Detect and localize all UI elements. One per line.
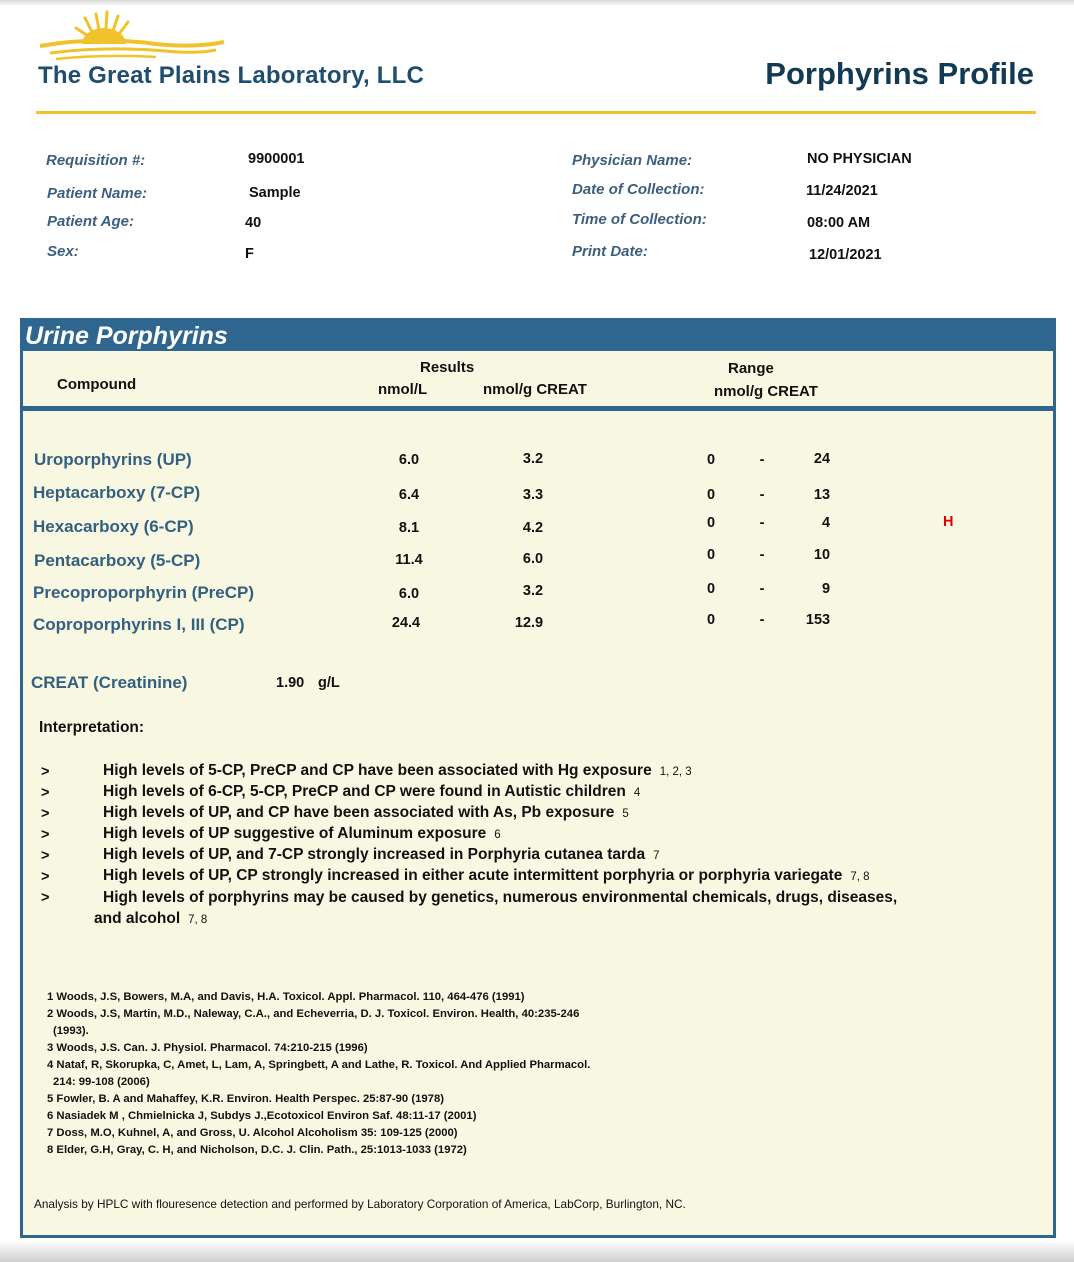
creat-label: CREAT (Creatinine) [31,673,188,692]
sun-logo-icon [36,6,226,62]
interpretation-title: Interpretation: [39,719,145,736]
interpretation-continuation: and alcohol 7, 8 [94,910,208,927]
range-dash: - [759,487,765,503]
patient-name-value: Sample [249,185,301,201]
col-nmol-g-creat: nmol/g CREAT [483,381,587,398]
reference-item: 7 Doss, M.O, Kuhnel, A, and Gross, U. Alcohol Alcoholism 35: 109-125 (2000) [47,1127,458,1139]
col-range: Range [728,360,774,377]
sex-value: F [245,246,254,262]
collection-time-value: 08:00 AM [807,215,871,231]
interpretation-item: High levels of 5-CP, PreCP and CP have been associated with Hg exposure 1, 2, 3 [103,762,692,779]
reference-item: (1993). [53,1025,89,1037]
range-high: 24 [813,451,831,467]
bullet-marker: > [41,890,50,906]
print-date-value: 12/01/2021 [809,247,882,263]
creat-value: 1.90 [276,675,305,691]
nmol-l-value: 6.0 [398,452,420,468]
bullet-marker: > [41,764,50,780]
reference-item: 4 Nataf, R, Skorupka, C, Amet, L, Lam, A, Springbett, A and Lathe, R. Toxicol. And Applied Pharmacol. [47,1059,591,1071]
range-dash: - [759,515,765,531]
reference-item: 6 Nasiadek M , Chmielnicka J, Subdys J.,Ecotoxicol Environ Saf. 48:11-17 (2001) [47,1110,477,1122]
nmol-g-value: 6.0 [522,551,544,567]
sex-label: Sex: [47,243,79,260]
reference-item: 1 Woods, J.S, Bowers, M.A, and Davis, H.A. Toxicol. Appl. Pharmacol. 110, 464-476 (1991) [47,991,525,1003]
nmol-g-value: 3.2 [522,451,544,467]
compound-name: Coproporphyrins I, III (CP) [33,615,245,634]
range-high: 10 [813,547,831,563]
lab-name: The Great Plains Laboratory, LLC [38,62,425,89]
bullet-marker: > [41,785,50,801]
high-flag: H [943,514,954,530]
range-high: 153 [805,612,831,628]
bullet-marker: > [41,848,50,864]
requisition-label: Requisition #: [46,152,146,169]
collection-date-label: Date of Collection: [572,181,705,198]
analysis-footer: Analysis by HPLC with flouresence detection and performed by Laboratory Corporation of America, LabCorp, Burlington, NC. [34,1197,686,1211]
physician-value: NO PHYSICIAN [807,151,912,167]
nmol-g-value: 3.2 [522,583,544,599]
range-high: 13 [813,487,831,503]
reference-item: 5 Fowler, B. A and Mahaffey, K.R. Environ. Health Perspec. 25:87-90 (1978) [47,1093,444,1105]
reference-item: 8 Elder, G.H, Gray, C. H, and Nicholson, D.C. J. Clin. Path., 25:1013-1033 (1972) [47,1144,467,1156]
range-low: 0 [706,612,716,628]
compound-name: Heptacarboxy (7-CP) [33,483,201,502]
bullet-marker: > [41,869,50,885]
range-low: 0 [706,515,716,531]
interpretation-item: High levels of UP suggestive of Aluminum exposure 6 [103,825,501,842]
range-dash: - [759,581,765,597]
nmol-l-value: 6.4 [398,487,420,503]
nmol-g-value: 12.9 [514,615,544,631]
compound-name: Uroporphyrins (UP) [34,450,192,469]
panel-header [23,321,1053,351]
range-low: 0 [706,581,716,597]
col-results: Results [420,359,475,376]
col-compound: Compound [57,376,137,393]
nmol-g-value: 4.2 [522,520,544,536]
reference-item: 3 Woods, J.S. Can. J. Physiol. Pharmacol. 74:210-215 (1996) [47,1042,368,1054]
nmol-l-value: 8.1 [398,520,420,536]
collection-date-value: 11/24/2021 [806,183,878,199]
patient-age-value: 40 [245,215,262,231]
range-dash: - [759,612,765,628]
nmol-l-value: 11.4 [395,552,423,568]
urine-porphyrins-panel [20,318,1056,1238]
section-title: Urine Porphyrins [25,322,228,350]
range-high: 9 [821,581,831,597]
compound-name: Hexacarboxy (6-CP) [33,517,194,536]
range-low: 0 [706,487,716,503]
report-title: Porphyrins Profile [765,56,1034,91]
range-low: 0 [706,547,716,563]
interpretation-item: High levels of UP, and 7-CP strongly increased in Porphyria cutanea tarda 7 [103,846,660,863]
patient-age-label: Patient Age: [47,213,134,230]
range-high: 4 [821,515,831,531]
physician-label: Physician Name: [572,152,693,169]
print-date-label: Print Date: [572,243,648,260]
page-bottom-edge [0,1240,1074,1262]
nmol-l-value: 6.0 [398,586,420,602]
interpretation-item: High levels of porphyrins may be caused by genetics, numerous environmental chemicals, drugs, diseases, [103,889,898,906]
range-low: 0 [706,452,716,468]
interpretation-item: High levels of UP, CP strongly increased in either acute intermittent porphyria or porphyria variegate 7, 8 [103,867,870,884]
col-range-unit: nmol/g CREAT [714,383,818,400]
collection-time-label: Time of Collection: [572,211,707,228]
bullet-marker: > [41,827,50,843]
interpretation-item: High levels of UP, and CP have been associated with As, Pb exposure 5 [103,804,629,821]
bullet-marker: > [41,806,50,822]
patient-name-label: Patient Name: [47,185,148,202]
col-nmol-l: nmol/L [378,381,428,398]
nmol-l-value: 24.4 [391,615,421,631]
range-dash: - [759,452,765,468]
reference-item: 2 Woods, J.S, Martin, M.D., Naleway, C.A., and Echeverria, D. J. Toxicol. Environ. Health, 40:235-246 [47,1008,580,1020]
range-dash: - [759,547,765,563]
creat-unit: g/L [318,675,340,691]
compound-name: Pentacarboxy (5-CP) [34,551,201,570]
nmol-g-value: 3.3 [522,487,544,503]
header-divider [36,111,1036,114]
compound-name: Precoproporphyrin (PreCP) [33,583,255,602]
column-header-divider [23,406,1053,411]
reference-item: 214: 99-108 (2006) [53,1076,150,1088]
interpretation-item: High levels of 6-CP, 5-CP, PreCP and CP were found in Autistic children 4 [103,783,641,800]
requisition-value: 9900001 [248,151,305,167]
